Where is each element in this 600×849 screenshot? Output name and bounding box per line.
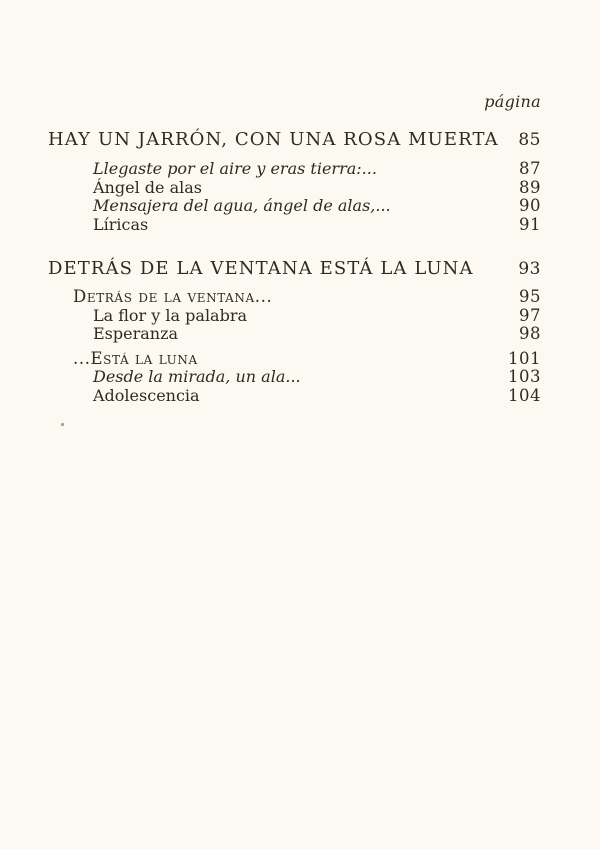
toc-entry-row [48,387,541,406]
toc-entry-title: Llegaste por el aire y eras tierra:... [93,159,377,178]
toc-section-title: HAY UN JARRÓN, CON UNA ROSA MUERTA [48,129,499,150]
toc-subsection-title: Detrás de la ventana... [73,287,273,306]
toc-entry-row [48,179,541,198]
toc-entry-row [48,216,541,235]
toc-section-row [48,129,541,151]
toc-page-number: 104 [508,385,541,405]
toc-entry-title: Líricas [93,214,149,234]
toc-entry-title: Mensajera del agua, ángel de alas,... [93,196,391,215]
toc-entry-title: La flor y la palabra [93,305,248,325]
toc-subsection-row [48,350,541,369]
toc-section-row [48,258,541,280]
toc-page-number: 89 [519,177,541,197]
toc-page-number: 85 [518,130,541,150]
toc-entry-title: Adolescencia [93,385,200,405]
toc-page-number: 91 [519,214,541,234]
toc-page-number: 90 [519,196,541,215]
toc-page-number: 95 [519,287,541,306]
toc-page-number: 98 [519,324,541,343]
ink-speck [61,423,64,426]
toc-entry-row [48,325,541,344]
toc-entry-title: Ángel de alas [93,177,202,197]
toc-entry-row [48,368,541,387]
toc-subsection-row [48,288,541,307]
toc-page-number: 97 [519,305,541,325]
toc-entry-title: Desde la mirada, un ala... [93,367,301,386]
toc-entry-row [48,307,541,326]
toc-entry-title: Esperanza [93,324,179,343]
toc-page-number: 101 [508,348,541,368]
toc-subsection-title: ...Está la luna [73,348,198,368]
page-column-header: página [484,92,541,111]
toc-section-title: DETRÁS DE LA VENTANA ESTÁ LA LUNA [48,258,474,279]
toc-page-number: 87 [519,159,541,178]
toc-entry-row [48,197,541,216]
toc-page-number: 93 [518,259,541,279]
toc-entry-group [48,160,541,234]
toc-entry-row [48,160,541,179]
toc-page-number: 103 [508,367,541,386]
